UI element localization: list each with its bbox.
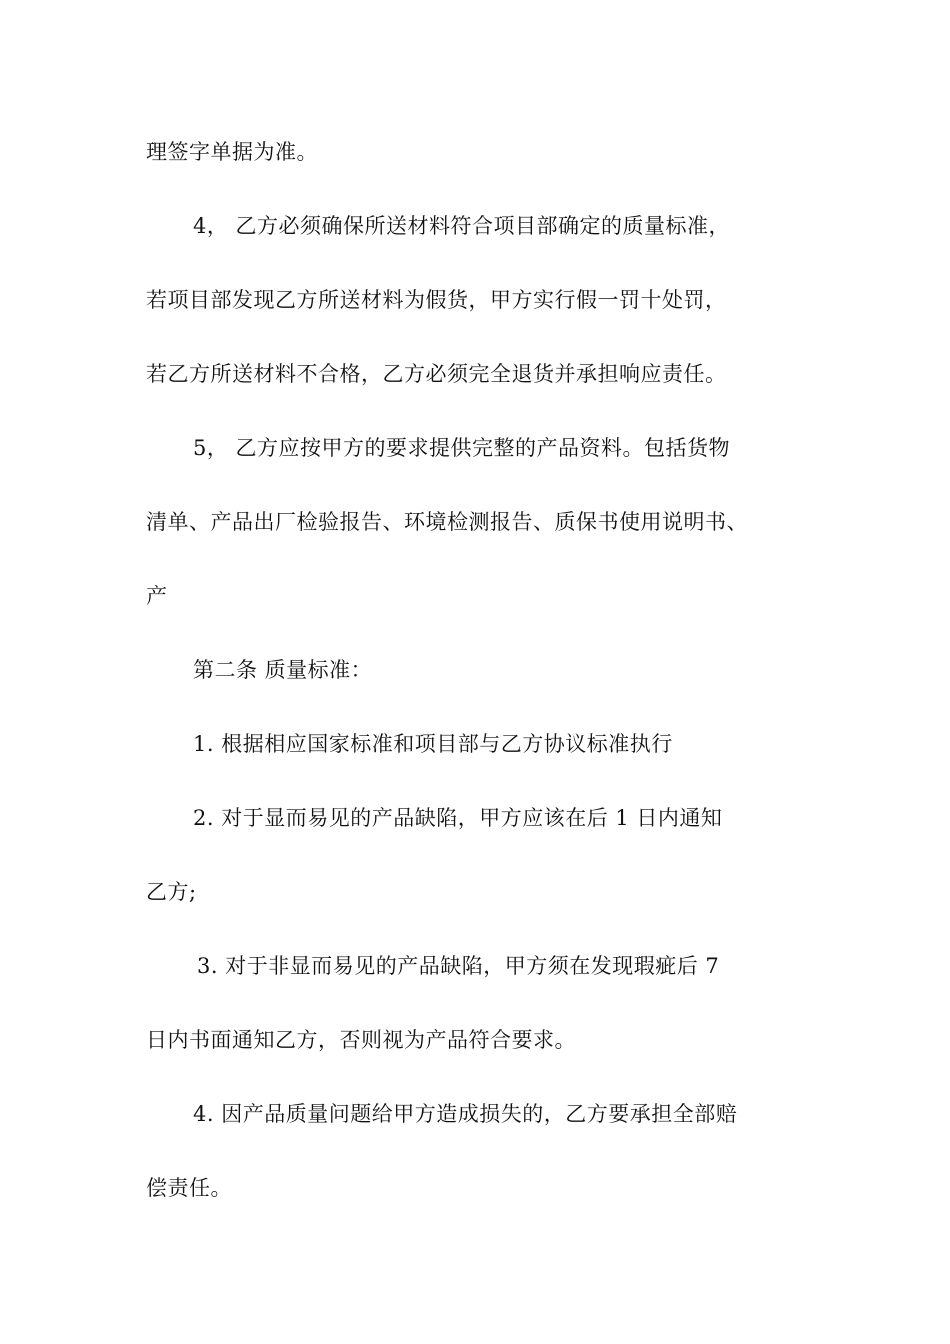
paragraph-line: 乙方; xyxy=(146,880,197,904)
paragraph-line: 清单、产品出厂检验报告、环境检测报告、质保书使用说明书、 xyxy=(146,510,748,534)
paragraph-line: 2. 对于显而易见的产品缺陷，甲方应该在后 1 日内通知 xyxy=(193,806,723,830)
paragraph-line: 产 xyxy=(146,584,168,608)
paragraph-line: 4. 因产品质量问题给甲方造成损失的，乙方要承担全部赔 xyxy=(193,1102,738,1126)
paragraph-line: 1. 根据相应国家标准和项目部与乙方协议标准执行 xyxy=(193,732,673,756)
paragraph-line: 理签字单据为准。 xyxy=(146,140,318,164)
paragraph-line: 若项目部发现乙方所送材料为假货，甲方实行假一罚十处罚， xyxy=(146,288,727,312)
paragraph-line: 日内书面通知乙方，否则视为产品符合要求。 xyxy=(146,1028,576,1052)
section-heading: 第二条 质量标准： xyxy=(193,658,373,682)
paragraph-line: 3. 对于非显而易见的产品缺陷，甲方须在发现瑕疵后 7 xyxy=(197,954,720,978)
paragraph-line: 5， 乙方应按甲方的要求提供完整的产品资料。包括货物 xyxy=(193,436,731,460)
paragraph-line: 4， 乙方必须确保所送材料符合项目部确定的质量标准， xyxy=(193,214,731,238)
paragraph-line: 若乙方所送材料不合格，乙方必须完全退货并承担响应责任。 xyxy=(146,362,727,386)
paragraph-line: 偿责任。 xyxy=(146,1176,232,1200)
